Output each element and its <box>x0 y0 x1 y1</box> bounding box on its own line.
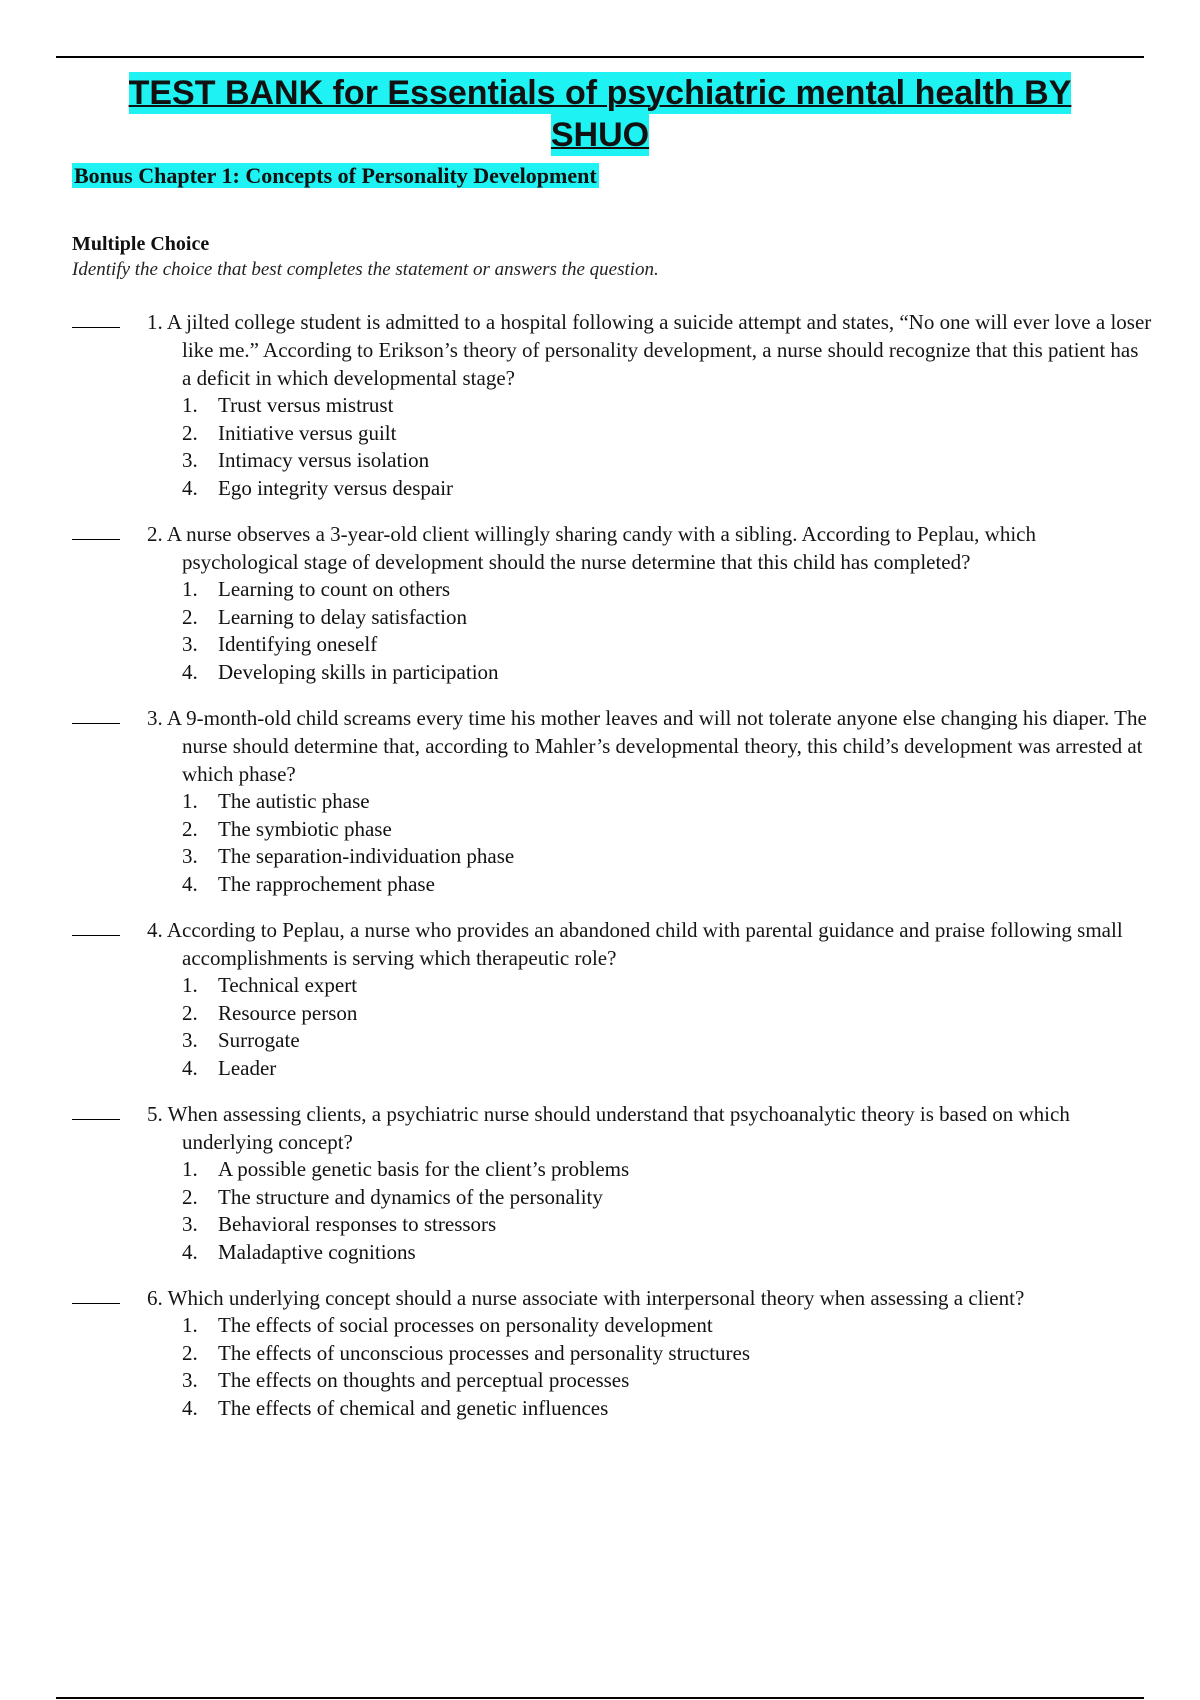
question-list <box>72 308 1152 1440</box>
option: 2. Resource person <box>182 1000 358 1025</box>
question-stem: 6. Which underlying concept should a nurse associate with interpersonal theory when assessing a client? <box>147 1286 1025 1310</box>
question-5 <box>72 1100 1152 1266</box>
answer-blank[interactable] <box>72 1303 120 1304</box>
question-stem: 5. When assessing clients, a psychiatric nurse should understand that psychoanalytic theory is based on which underlying concept? <box>147 1102 1070 1154</box>
option: 3. Identifying oneself <box>182 632 378 656</box>
question-4 <box>72 916 1152 1082</box>
option: 4. Leader <box>182 1055 277 1080</box>
question-stem: 3. A 9-month-old child screams every time his mother leaves and will not tolerate anyone else changing his diaper. The nurse should determine that, according to Mahler’s developmental theory, this child’s development was arrested at which phase? <box>147 706 1147 786</box>
chapter-heading-text: Bonus Chapter 1: Concepts of Personality Development <box>74 163 597 188</box>
option: 1. The autistic phase <box>182 789 370 813</box>
question-stem: 1. A jilted college student is admitted to a hospital following a suicide attempt and states, “No one will ever love a loser like me.” According to Erikson’s theory of personality development, a nurse should recognize that this patient has a deficit in which developmental stage? <box>147 310 1152 390</box>
answer-blank[interactable] <box>72 327 120 328</box>
bottom-rule <box>56 1697 1144 1699</box>
option-list <box>182 788 1152 898</box>
option: 1. Learning to count on others <box>182 577 451 601</box>
option: 3. The effects on thoughts and perceptual processes <box>182 1368 630 1392</box>
option: 4. Developing skills in participation <box>182 659 499 684</box>
section-heading: Multiple Choice <box>72 233 210 255</box>
option: 1. Trust versus mistrust <box>182 393 394 417</box>
question-stem: 4. According to Peplau, a nurse who provides an abandoned child with parental guidance and praise following small accomplishments is serving which therapeutic role? <box>147 918 1123 970</box>
top-rule <box>56 56 1144 58</box>
section-instructions: Identify the choice that best completes the statement or answers the question. <box>72 259 659 280</box>
question-stem: 2. A nurse observes a 3-year-old client willingly sharing candy with a sibling. According to Peplau, which psychological stage of development should the nurse determine that this child has completed? <box>147 522 1036 574</box>
option-list <box>182 1156 1152 1266</box>
option: 3. Intimacy versus isolation <box>182 448 430 472</box>
option: 4. The rapprochement phase <box>182 871 435 896</box>
option-list <box>182 1312 1152 1422</box>
option-list <box>182 576 1152 686</box>
option: 2. The structure and dynamics of the personality <box>182 1184 603 1209</box>
option: 4. The effects of chemical and genetic influences <box>182 1395 609 1420</box>
option: 4. Maladaptive cognitions <box>182 1239 416 1264</box>
option-list <box>182 392 1152 502</box>
chapter-heading <box>72 162 599 190</box>
option: 2. Learning to delay satisfaction <box>182 604 467 629</box>
answer-blank[interactable] <box>72 539 120 540</box>
title-line-2: SHUO <box>550 116 650 154</box>
option: 1. The effects of social processes on personality development <box>182 1313 713 1337</box>
question-3 <box>72 704 1152 898</box>
option: 4. Ego integrity versus despair <box>182 475 454 500</box>
option: 2. The symbiotic phase <box>182 816 392 841</box>
option-list <box>182 972 1152 1082</box>
option: 2. Initiative versus guilt <box>182 420 397 445</box>
question-6 <box>72 1284 1152 1422</box>
option: 1. A possible genetic basis for the client’s problems <box>182 1157 630 1181</box>
answer-blank[interactable] <box>72 723 120 724</box>
option: 2. The effects of unconscious processes and personality structures <box>182 1340 751 1365</box>
question-1 <box>72 308 1152 502</box>
answer-blank[interactable] <box>72 935 120 936</box>
title-line-1: TEST BANK for Essentials of psychiatric mental health BY <box>128 74 1072 112</box>
option: 3. The separation-individuation phase <box>182 844 515 868</box>
option: 3. Behavioral responses to stressors <box>182 1212 497 1236</box>
answer-blank[interactable] <box>72 1119 120 1120</box>
question-2 <box>72 520 1152 686</box>
option: 3. Surrogate <box>182 1028 300 1052</box>
document-title <box>56 72 1144 156</box>
option: 1. Technical expert <box>182 973 358 997</box>
